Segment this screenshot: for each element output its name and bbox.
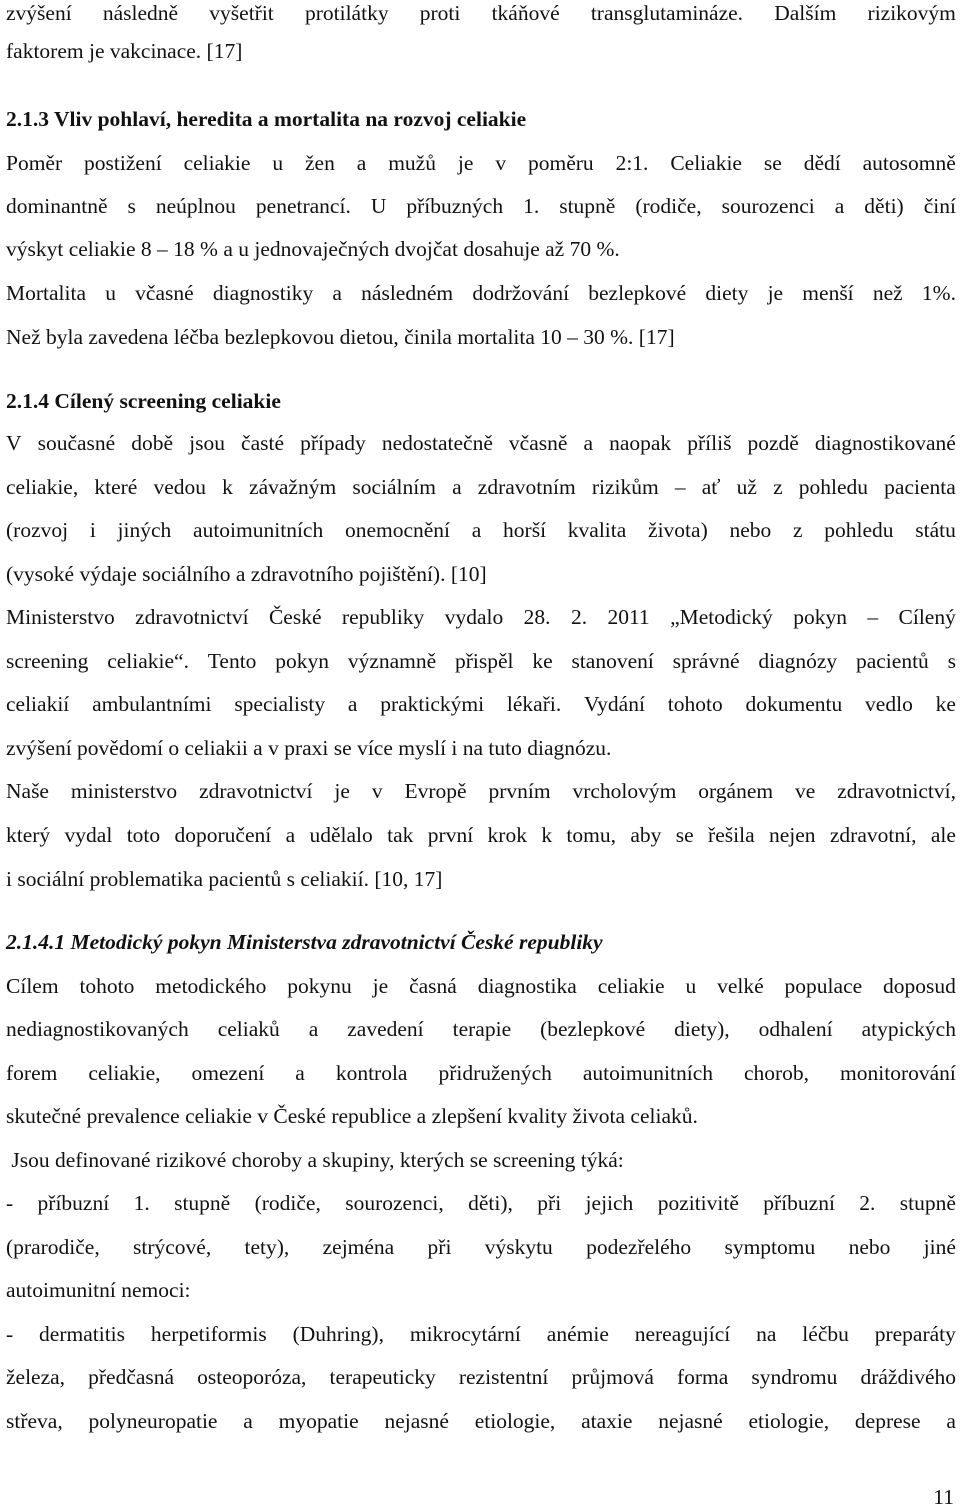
word: přispěl	[454, 649, 514, 673]
list-item-line	[6, 1321, 956, 1347]
word: diagnostikované	[814, 431, 956, 455]
word: penetrancí.	[255, 194, 351, 218]
word: vedlo	[865, 692, 913, 716]
word: zvýšení	[6, 1, 72, 25]
word: naopak	[609, 431, 672, 455]
word: žen	[304, 151, 335, 175]
word: rizikovým	[867, 1, 956, 25]
word: případy	[300, 431, 366, 455]
word: symptomu	[724, 1235, 816, 1259]
word: k	[222, 475, 233, 499]
word: odhalení	[758, 1017, 833, 1041]
word: a	[243, 1409, 253, 1433]
word: a	[295, 1061, 305, 1085]
word: zejména	[322, 1235, 395, 1259]
word: ambulantními	[92, 692, 212, 716]
word: první	[427, 823, 474, 847]
word: screening	[6, 649, 89, 673]
body-text-line: výskyt celiakie 8 – 18 % a u jednovaječných dvojčat dosahuje až 70 %.	[6, 237, 620, 261]
word: včasně	[508, 431, 568, 455]
subsection-heading: 2.1.4.1 Metodický pokyn Ministerstva zdravotnictví České republiky	[6, 930, 603, 954]
word: při	[537, 1191, 562, 1215]
word: bezlepkové	[588, 281, 687, 305]
word: době	[131, 431, 174, 455]
word: státu	[915, 518, 956, 542]
word: ke	[935, 692, 956, 716]
word: z	[773, 475, 783, 499]
body-text-line	[6, 193, 956, 219]
body-text-line	[6, 517, 956, 543]
word: (rodiče,	[635, 194, 702, 218]
body-text-line	[6, 430, 956, 456]
word: celiaků	[217, 1017, 280, 1041]
word: ke	[532, 649, 553, 673]
word: toto	[126, 823, 161, 847]
word: je	[767, 281, 784, 305]
word: ve	[794, 779, 816, 803]
word: a	[347, 692, 358, 716]
list-item-line	[6, 1190, 956, 1216]
body-text-line: Než byla zavedena léčba bezlepkovou dietou, činila mortalita 10 – 30 %. [17]	[6, 325, 675, 349]
body-text-line	[6, 973, 956, 999]
word: herpetiformis	[150, 1322, 267, 1346]
list-item-line	[6, 1234, 956, 1260]
word: Cílem	[6, 974, 59, 998]
word: tak	[387, 823, 414, 847]
word: tety),	[244, 1235, 290, 1259]
word: udělalo	[309, 823, 373, 847]
word: a	[583, 431, 594, 455]
word: nejen	[768, 823, 816, 847]
word: jsou	[189, 431, 225, 455]
body-text-line	[6, 1016, 956, 1042]
word: rezistentní	[458, 1365, 549, 1389]
word: Tento	[207, 649, 257, 673]
word: a	[471, 518, 482, 542]
word: a	[356, 151, 367, 175]
word: ministerstvo	[70, 779, 178, 803]
word: neúplnou	[155, 194, 236, 218]
word: časté	[241, 431, 285, 455]
word: pohledu	[798, 475, 869, 499]
word: pacientů	[855, 649, 929, 673]
word: příbuzní	[37, 1191, 110, 1215]
word: pokynu	[287, 974, 352, 998]
word: pohledu	[824, 518, 894, 542]
word: pacienta	[884, 475, 956, 499]
word: řešila	[708, 823, 755, 847]
word: diagnózy	[758, 649, 838, 673]
word: horší	[503, 518, 547, 542]
word: které	[94, 475, 138, 499]
body-text-line: skutečné prevalence celiakie v České republice a zlepšení kvality života celiaků.	[6, 1104, 698, 1128]
word: s	[127, 194, 136, 218]
word: 1.	[523, 194, 540, 218]
word: činí	[923, 194, 956, 218]
word: dodržování	[472, 281, 570, 305]
word: příbuzní	[763, 1191, 835, 1215]
word: života)	[648, 518, 708, 542]
word: U	[370, 194, 387, 218]
word: (rozvoj	[6, 518, 69, 542]
word: Ministerstvo	[6, 605, 115, 629]
word: mikrocytární	[409, 1322, 521, 1346]
word: celiakií	[6, 692, 70, 716]
word: –	[867, 605, 879, 629]
word: transglutamináze.	[590, 1, 744, 25]
word: nedostatečně	[381, 431, 493, 455]
word: 1%.	[921, 281, 956, 305]
word: preparáty	[874, 1322, 956, 1346]
body-text-line: Jsou definované rizikové choroby a skupiny, kterých se screening týká:	[6, 1148, 624, 1172]
word: kvalita	[567, 518, 627, 542]
word: dědí	[803, 151, 841, 175]
word: v	[371, 779, 383, 803]
word: Evropě	[404, 779, 467, 803]
word: atypických	[861, 1017, 956, 1041]
word: osteoporóza,	[197, 1365, 307, 1389]
word: tohoto	[79, 974, 135, 998]
word: vyšetřit	[209, 1, 274, 25]
body-text-line	[6, 474, 956, 500]
word: a	[946, 1409, 956, 1433]
word: a	[452, 475, 462, 499]
word: výskytu	[484, 1235, 553, 1259]
word: menší	[802, 281, 854, 305]
word: u	[105, 281, 116, 305]
word: jejich	[585, 1191, 634, 1215]
word: Dalším	[774, 1, 837, 25]
word: nejasné	[384, 1409, 449, 1433]
word: pozdě	[747, 431, 799, 455]
word: autoimunitních	[193, 518, 324, 542]
word: dermatitis	[39, 1322, 126, 1346]
word: 2.	[570, 605, 588, 629]
word: onemocnění	[344, 518, 451, 542]
word: forma	[676, 1365, 729, 1389]
word: vydalo	[444, 605, 504, 629]
word: orgánem	[698, 779, 774, 803]
word: nereagující	[634, 1322, 731, 1346]
word: forem	[6, 1061, 58, 1085]
word: autosomně	[862, 151, 956, 175]
word: (bezlepkové	[540, 1017, 646, 1041]
word: zavedení	[347, 1017, 424, 1041]
word: doporučení	[174, 823, 272, 847]
word: pokyn	[275, 649, 329, 673]
word: včasné	[135, 281, 194, 305]
word: prvním	[488, 779, 551, 803]
word: -	[6, 1322, 14, 1346]
word: polyneuropatie	[88, 1409, 218, 1433]
word: dráždivého	[860, 1365, 956, 1389]
body-text-line	[6, 778, 956, 804]
word: anémie	[546, 1322, 609, 1346]
word: a	[285, 823, 296, 847]
word: je	[372, 974, 389, 998]
word: strýcové,	[133, 1235, 212, 1259]
word: příliš	[687, 431, 732, 455]
word: postižení	[84, 151, 162, 175]
word: nejasné	[658, 1409, 723, 1433]
word: Mortalita	[6, 281, 87, 305]
body-text-line	[6, 0, 956, 26]
word: populace	[784, 974, 863, 998]
word: příbuzných	[406, 194, 504, 218]
word: metodického	[155, 974, 267, 998]
list-item-line: autoimunitní nemoci:	[6, 1278, 191, 1302]
word: myopatie	[278, 1409, 359, 1433]
word: deprese	[854, 1409, 921, 1433]
word: který	[6, 823, 51, 847]
word: následném	[361, 281, 454, 305]
word: je	[334, 779, 350, 803]
word: jiné	[923, 1235, 956, 1259]
word: a	[332, 281, 342, 305]
word: Cílený	[898, 605, 956, 629]
word: rizikům	[591, 475, 659, 499]
word: diagnostiky	[212, 281, 314, 305]
word: pokyn	[793, 605, 847, 629]
word: závažným	[249, 475, 337, 499]
word: u	[272, 151, 284, 175]
word: etiologie,	[748, 1409, 830, 1433]
word: než	[872, 281, 903, 305]
word: tkáňové	[491, 1, 560, 25]
body-text-line	[6, 822, 956, 848]
word: 2:1.	[615, 151, 649, 175]
body-text-line: faktorem je vakcinace. [17]	[6, 39, 243, 63]
word: autoimunitních	[582, 1061, 714, 1085]
word: dokumentu	[745, 692, 843, 716]
word: u	[685, 974, 697, 998]
word: celiakie	[597, 974, 665, 998]
word: praktickými	[380, 692, 485, 716]
word: ataxie	[581, 1409, 633, 1433]
word: se	[763, 151, 782, 175]
word: časná	[409, 974, 457, 998]
word: doposud	[883, 974, 956, 998]
word: stupně	[559, 194, 616, 218]
word: v	[495, 151, 507, 175]
word: celiakie	[183, 151, 251, 175]
list-item-line	[6, 1364, 956, 1390]
word: stupně	[174, 1191, 231, 1215]
word: z	[793, 518, 803, 542]
word: pozitivitě	[657, 1191, 739, 1215]
body-text-line	[6, 691, 956, 717]
body-text-line	[6, 648, 956, 674]
word: Celiakie	[670, 151, 742, 175]
word: velké	[717, 974, 764, 998]
word: syndromu	[751, 1365, 838, 1389]
word: stupně	[899, 1191, 956, 1215]
word: vedou	[153, 475, 207, 499]
word: správné	[672, 649, 740, 673]
word: mužů	[388, 151, 436, 175]
word: lékaři.	[506, 692, 562, 716]
body-text-line	[6, 280, 956, 306]
word: chorob,	[743, 1061, 810, 1085]
word: –	[674, 475, 686, 499]
word: 2011	[607, 605, 650, 629]
word: je	[457, 151, 474, 175]
word: diagnostika	[477, 974, 577, 998]
word: podezřelého	[586, 1235, 692, 1259]
word: vrcholovým	[572, 779, 677, 803]
word: ať	[701, 475, 721, 499]
word: aby	[630, 823, 662, 847]
list-item-line	[6, 1408, 956, 1434]
word: tohoto	[667, 692, 723, 716]
word: specialisty	[234, 692, 326, 716]
body-text-line: (vysoké výdaje sociálního a zdravotního pojištění). [10]	[6, 562, 487, 586]
word: vydal	[64, 823, 113, 847]
word: omezení	[191, 1061, 265, 1085]
word: i	[89, 518, 96, 542]
word: zdravotní,	[829, 823, 917, 847]
word: sociálním	[352, 475, 436, 499]
word: diety),	[674, 1017, 730, 1041]
word: ale	[930, 823, 956, 847]
document-page	[6, 0, 956, 1509]
word: 28.	[523, 605, 551, 629]
word: jiných	[117, 518, 172, 542]
word: (Duhring),	[292, 1322, 384, 1346]
word: kontrola	[335, 1061, 408, 1085]
section-heading: 2.1.3 Vliv pohlaví, heredita a mortalita na rozvoj celiakie	[6, 107, 527, 131]
word: monitorování	[840, 1061, 956, 1085]
word: Poměr	[6, 151, 63, 175]
body-text-line	[6, 1060, 956, 1086]
word: terapeuticky	[329, 1365, 436, 1389]
word: přidružených	[438, 1061, 552, 1085]
word: poměru	[527, 151, 594, 175]
word: železa,	[6, 1365, 66, 1389]
word: diety	[705, 281, 749, 305]
word: nediagnostikovaných	[6, 1017, 189, 1041]
word: protilátky	[304, 1, 389, 25]
word: nebo	[848, 1235, 891, 1259]
section-heading: 2.1.4 Cílený screening celiakie	[6, 389, 281, 413]
word: republiky	[341, 605, 425, 629]
word: 1.	[133, 1191, 150, 1215]
word: etiologie,	[474, 1409, 556, 1433]
word: zdravotnictví	[199, 779, 313, 803]
word: s	[947, 649, 956, 673]
word: Naše	[6, 779, 49, 803]
word: průjmová	[571, 1365, 654, 1389]
word: předčasná	[88, 1365, 175, 1389]
body-text-line	[6, 604, 956, 630]
word: tomu,	[566, 823, 616, 847]
word: zdravotnictví,	[837, 779, 956, 803]
word: České	[268, 605, 322, 629]
word: celiakie,	[6, 475, 79, 499]
body-text-line: zvýšení povědomí o celiakii a v praxi se více myslí i na tuto diagnózu.	[6, 736, 612, 760]
body-text-line: i sociální problematika pacientů s celiakií. [10, 17]	[6, 867, 443, 891]
body-text-line	[6, 150, 956, 176]
word: k	[541, 823, 553, 847]
word: celiakie“.	[107, 649, 189, 673]
word: děti),	[468, 1191, 513, 1215]
word: děti)	[864, 194, 904, 218]
word: se	[675, 823, 694, 847]
word: sourozenci	[721, 194, 815, 218]
word: -	[6, 1191, 14, 1215]
word: léčbu	[802, 1322, 849, 1346]
word: (rodiče,	[254, 1191, 321, 1215]
word: zdravotním	[477, 475, 576, 499]
word: významně	[347, 649, 437, 673]
word: dominantně	[6, 194, 108, 218]
word: při	[427, 1235, 452, 1259]
word: 2.	[859, 1191, 876, 1215]
word: současné	[37, 431, 116, 455]
word: terapie	[452, 1017, 512, 1041]
word: V	[6, 431, 22, 455]
word: „Metodický	[670, 605, 773, 629]
word: stanovení	[571, 649, 654, 673]
word: (prarodiče,	[6, 1235, 100, 1259]
word: a	[834, 194, 845, 218]
word: už	[736, 475, 757, 499]
word: nebo	[729, 518, 772, 542]
word: krok	[487, 823, 527, 847]
word: sourozenci,	[345, 1191, 444, 1215]
word: na	[756, 1322, 777, 1346]
word: a	[308, 1017, 319, 1041]
page-number: 11	[933, 1485, 954, 1509]
word: následně	[102, 1, 179, 25]
word: zdravotnictví	[135, 605, 249, 629]
word: proti	[419, 1, 461, 25]
word: Vydání	[584, 692, 645, 716]
word: střeva,	[6, 1409, 63, 1433]
word: celiakie,	[88, 1061, 161, 1085]
